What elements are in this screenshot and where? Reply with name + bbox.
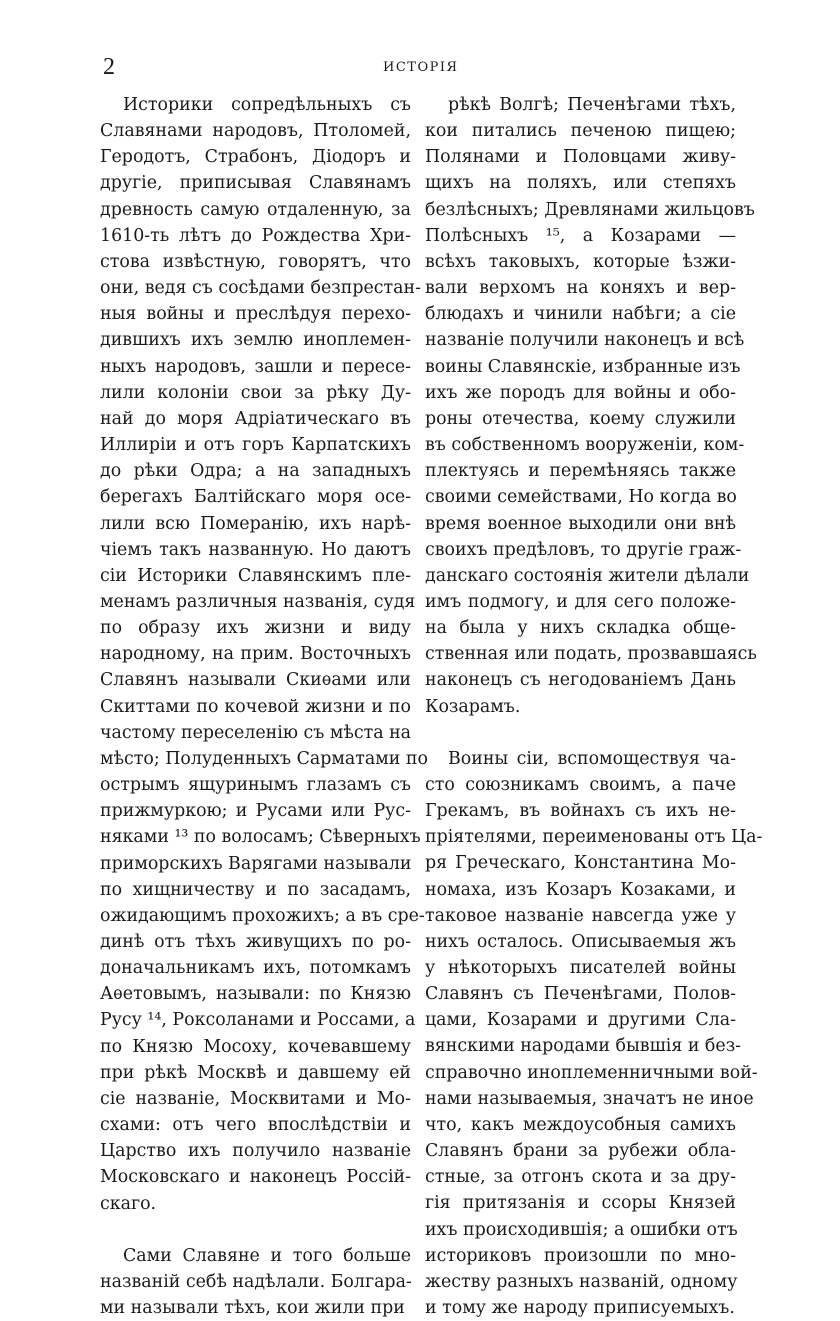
text-line: по хищничеству и по засадамъ, [100, 879, 411, 900]
running-head: ИСТОРІЯ [383, 60, 459, 75]
text-line: Грекамъ, въ войнахъ съ ихъ не- [425, 801, 736, 822]
text-line: въ собственномъ вооруженіи, ком- [425, 435, 745, 456]
text-line: няками ¹³ по волосамъ; Сѣверныхъ [100, 827, 421, 848]
text-line: сіи Историки Славянскимъ пле- [100, 565, 411, 586]
text-line: народному, на прим. Восточныхъ [100, 644, 411, 665]
text-line: кои питались печеною пищею; [425, 121, 736, 142]
text-line: ственная или подать, прозвавшаясь [425, 644, 757, 665]
text-line: справочно иноплеменничными вой- [425, 1062, 758, 1083]
text-line: роны отечества, коему служили [425, 408, 736, 429]
text-line: время военное выходили они внѣ [425, 513, 736, 534]
text-line: плектуясь и перемѣняясь также [425, 461, 736, 482]
text-line: прижмуркою; и Русами или Рус- [100, 801, 411, 822]
text-line: Славянъ называли Скиѳами или [100, 670, 411, 691]
text-line: ми называли тѣхъ, кои жили при [100, 1298, 405, 1319]
text-line: менамъ различныя названія, судя [100, 591, 416, 612]
text-line: дившихъ ихъ землю иноплемен- [100, 330, 411, 351]
text-line: Воины сіи, вспомоществуя ча- [448, 748, 736, 769]
paragraph [100, 1243, 411, 1321]
text-line: ожидающимъ прохожихъ; а въ сре- [100, 905, 425, 926]
text-line: до рѣки Одра; а на западныхъ [100, 461, 411, 482]
text-line: названіе получили наконецъ и всѣ [425, 330, 745, 351]
text-line: при рѣкѣ Москвѣ и давшему ей [100, 1062, 411, 1083]
text-line: схами: отъ чего впослѣдствіи и [100, 1115, 411, 1136]
text-line: номаха, изъ Козаръ Козаками, и [425, 879, 736, 900]
text-line: жеству разныхъ названій, одному [425, 1271, 738, 1292]
text-line: Славянъ брани за рубежи обла- [425, 1141, 736, 1162]
text-line: частому переселенію съ мѣста на [100, 722, 412, 743]
text-line: по образу ихъ жизни и виду [100, 618, 411, 639]
text-line: гія притязанія и ссоры Князей [425, 1193, 736, 1214]
text-line: безлѣсныхъ; Древлянами жильцовъ [425, 199, 755, 220]
text-line: най до моря Адріатическаго въ [100, 408, 411, 429]
left-column [100, 92, 428, 1321]
text-line: всѣхъ таковыхъ, которые ѣзжи- [425, 251, 736, 272]
text-line: таковое названіе навсегда уже у [425, 905, 736, 926]
text-line: наконецъ съ негодованіемъ Дань [425, 670, 736, 691]
text-line: 1610-ть лѣтъ до Рождества Хри- [100, 225, 411, 246]
text-line: Славянъ съ Печенѣгами, Полов- [425, 984, 736, 1005]
text-line: воины Славянскіе, избранные изъ [425, 356, 741, 377]
text-line: они, ведя съ сосѣдами безпрестан- [100, 278, 421, 299]
right-column [425, 92, 763, 1321]
text-line: вянскими народами бывшія и без- [425, 1036, 742, 1057]
text-line: нихъ осталось. Описываемыя жъ [425, 931, 736, 952]
text-line: динѣ отъ тѣхъ живущихъ по ро- [100, 932, 411, 952]
text-line: стова извѣстную, говорятъ, что [100, 251, 411, 272]
text-line: острымъ ящуринымъ глазамъ съ [100, 775, 411, 796]
text-line: ихъ происходившія; а ошибки отъ [425, 1219, 738, 1240]
text-line: ныя войны и преслѣдуя перехо- [100, 304, 411, 325]
text-line: Сами Славяне и того больше [123, 1245, 411, 1266]
paragraph-gap [100, 1217, 411, 1243]
text-line: стные, за отгонъ скота и за дру- [425, 1167, 736, 1188]
text-line: ря Греческаго, Константина Мо- [425, 853, 736, 874]
text-line: Московскаго и наконецъ Россій- [100, 1167, 411, 1188]
text-line: сіе названіе, Москвитами и Мо- [100, 1088, 411, 1109]
text-line: древность самую отдаленную, за [100, 199, 411, 220]
text-line: Иллиріи и отъ горъ Карпатскихъ [100, 435, 411, 456]
paragraph-gap [425, 720, 736, 746]
text-line: ныхъ народовъ, зашли и пересе- [100, 356, 411, 377]
text-line: Скиттами по кочевой жизни и по [100, 696, 411, 717]
text-line: чіемъ такъ названную. Но даютъ [100, 539, 411, 560]
text-line: данскаго состоянія жители дѣлали [425, 565, 750, 586]
text-line: и тому же народу приписуемыхъ. [425, 1298, 735, 1319]
text-line: рѣкѣ Волгѣ; Печенѣгами тѣхъ, [448, 95, 736, 115]
text-line: имъ подмогу, и для сего положе- [425, 591, 736, 612]
paragraph [425, 746, 763, 1321]
text-line: скаго. [100, 1193, 157, 1214]
text-line: Полѣсныхъ ¹⁵, а Козарами — [425, 225, 736, 246]
text-line: лили колоніи свои за рѣку Ду- [100, 382, 411, 403]
paragraph [100, 92, 428, 1217]
text-line: Геродотъ, Страбонъ, Діодоръ и [100, 147, 411, 168]
text-line: блюдахъ и чинили набѣги; а сіе [425, 304, 736, 325]
text-line: что, какъ междоусобныя самихъ [425, 1114, 736, 1135]
text-line: у нѣкоторыхъ писателей войны [425, 958, 736, 978]
text-line: по Князю Мосоху, кочевавшему [100, 1036, 411, 1057]
text-line: мѣсто; Полуденныхъ Сарматами по [100, 748, 428, 769]
text-line: своими семействами, Но когда во [425, 487, 737, 508]
text-line: доначальникамъ ихъ, потомкамъ [100, 958, 411, 979]
text-line: Русу ¹⁴, Роксоланами и Россами, а [100, 1010, 416, 1031]
text-line: лили всю Померанію, ихъ нарѣ- [100, 513, 411, 534]
text-line: приморскихъ Варягами называли [100, 853, 412, 874]
paragraph [425, 92, 757, 720]
text-line: Аѳетовымъ, называли: по Князю [100, 984, 411, 1005]
text-line: Полянами и Половцами живу- [425, 147, 736, 168]
text-line: историковъ произошли по мно- [425, 1245, 736, 1266]
text-line: сто союзникамъ своимъ, а паче [425, 774, 736, 795]
text-line: Козарамъ. [425, 696, 521, 717]
text-line: другіе, приписывая Славянамъ [100, 173, 411, 194]
text-line: на была у нихъ складка обще- [425, 618, 736, 639]
text-line: Царство ихъ получило названіе [100, 1141, 411, 1162]
text-line: своихъ предѣловъ, то другіе граж- [425, 539, 742, 560]
text-line: пріятелями, переименованы отъ Ца- [425, 827, 763, 848]
text-line: Славянами народовъ, Птоломей, [100, 121, 411, 142]
text-line: Историки сопредѣльныхъ съ [123, 95, 411, 115]
page-number: 2 [103, 54, 115, 80]
text-line: нами называемыя, значатъ не иное [425, 1088, 754, 1109]
text-line: цами, Козарами и другими Сла- [425, 1010, 736, 1031]
text-line: ихъ же породъ для войны и обо- [425, 382, 736, 403]
text-line: вали верхомъ на коняхъ и вер- [425, 278, 736, 299]
text-line: щихъ на поляхъ, или степяхъ [425, 173, 736, 194]
text-line: берегахъ Балтійскаго моря осе- [100, 487, 411, 508]
text-line: названій себѣ надѣлали. Болгара- [100, 1271, 412, 1292]
